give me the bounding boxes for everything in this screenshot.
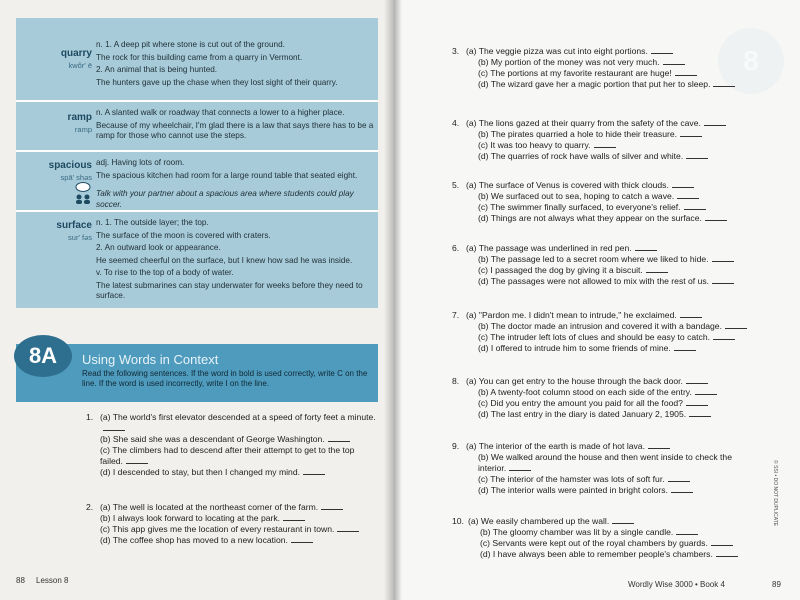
- answer-blank[interactable]: [712, 254, 734, 262]
- exercise-item: (c) The climbers had to descend after their attempt to get to the top failed.: [100, 445, 355, 466]
- section-instructions: Read the following sentences. If the word in bold is used correctly, write C on the line. If the word is used incorrectly, write I on the line.: [82, 369, 368, 388]
- exercise-item: (a) The veggie pizza was cut into eight portions.: [466, 46, 772, 57]
- exercise-item: (c) Did you entry the amount you paid for all the food?: [478, 398, 772, 409]
- exercise-item: (b) I always look forward to locating at the park.: [100, 513, 376, 524]
- answer-blank[interactable]: [713, 332, 735, 340]
- example-sentence: He seemed cheerful on the surface, but I knew how sad he was inside.: [96, 255, 353, 265]
- exercise-item: (b) The doctor made an intrusion and covered it with a bandage.: [478, 321, 772, 332]
- vocab-pronunciation: sur' fəs: [68, 233, 92, 242]
- definition: adj. Having lots of room.: [96, 158, 185, 167]
- answer-blank[interactable]: [303, 467, 325, 475]
- discussion-icon: [74, 182, 92, 204]
- vocab-entry-ramp: [16, 100, 378, 150]
- definition: 2. An outward look or appearance.: [96, 243, 221, 252]
- exercise-number: 1.: [86, 412, 94, 422]
- exercise-10: [452, 516, 772, 560]
- example-sentence: The rock for this building came from a quarry in Vermont.: [96, 52, 303, 62]
- answer-blank[interactable]: [283, 513, 305, 521]
- exercise-item: (d) The wizard gave her a magic portion that put her to sleep.: [478, 79, 772, 90]
- answer-blank[interactable]: [725, 321, 747, 329]
- exercise-8: [452, 376, 772, 420]
- exercise-item: (c) The interior of the hamster was lots of soft fur.: [478, 474, 752, 485]
- definition: 2. An animal that is being hunted.: [96, 65, 218, 74]
- exercise-number: 2.: [86, 502, 94, 512]
- answer-blank[interactable]: [291, 535, 313, 543]
- exercise-item: (d) I have always been able to remember people's chambers.: [480, 549, 772, 560]
- exercise-item: (c) Servants were kept out of the royal chambers by guards.: [480, 538, 772, 549]
- answer-blank[interactable]: [675, 68, 697, 76]
- exercise-number: 6.: [452, 243, 460, 253]
- answer-blank[interactable]: [612, 516, 634, 524]
- definition: n. 1. A deep pit where stone is cut out of the ground.: [96, 40, 285, 49]
- exercise-number: 7.: [452, 310, 460, 320]
- answer-blank[interactable]: [695, 387, 717, 395]
- exercise-item: (b) My portion of the money was not very much.: [478, 57, 772, 68]
- vocab-entry-quarry: [16, 18, 378, 96]
- lesson-badge: 8A: [14, 335, 72, 377]
- exercise-item: (a) The passage was underlined in red pen.: [466, 243, 772, 254]
- answer-blank[interactable]: [676, 527, 698, 535]
- exercise-item: (d) The last entry in the diary is dated January 2, 1905.: [478, 409, 772, 420]
- exercise-number: 3.: [452, 46, 460, 56]
- right-book-label: Wordly Wise 3000 • Book 4: [628, 580, 725, 589]
- answer-blank[interactable]: [509, 463, 531, 471]
- exercise-item: (c) It was too heavy to quarry.: [478, 140, 772, 151]
- vocabulary-box: [16, 18, 378, 308]
- exercise-number: 5.: [452, 180, 460, 190]
- answer-blank[interactable]: [684, 202, 706, 210]
- exercise-item: (a) We easily chambered up the wall.: [468, 516, 772, 527]
- exercise-item: (a) The lions gazed at their quarry from the safety of the cave.: [466, 118, 772, 129]
- exercise-number: 4.: [452, 118, 460, 128]
- book-gutter: [384, 0, 402, 600]
- vocab-word: ramp: [67, 112, 92, 123]
- answer-blank[interactable]: [651, 46, 673, 54]
- exercise-item: (b) A twenty-foot column stood on each side of the entry.: [478, 387, 772, 398]
- vocab-word: surface: [56, 220, 92, 231]
- exercise-item: (c) The intruder left lots of clues and should be easy to catch.: [478, 332, 772, 343]
- vocab-definitions: [96, 108, 374, 144]
- left-lesson-label: Lesson 8: [36, 576, 69, 585]
- exercise-item: (d) The interior walls were painted in bright colors.: [478, 485, 752, 496]
- vocab-entry-spacious: [16, 150, 378, 210]
- answer-blank[interactable]: [648, 441, 670, 449]
- exercise-item: (a) The interior of the earth is made of hot lava.: [466, 441, 752, 452]
- answer-blank[interactable]: [663, 57, 685, 65]
- answer-blank[interactable]: [705, 213, 727, 221]
- answer-blank[interactable]: [671, 485, 693, 493]
- example-sentence: Because of my wheelchair, I'm glad there is a law that says there has to be a ramp for those who cannot use the steps.: [96, 120, 374, 140]
- exercise-3: [452, 46, 772, 90]
- answer-blank[interactable]: [680, 310, 702, 318]
- answer-blank[interactable]: [680, 129, 702, 137]
- answer-blank[interactable]: [712, 276, 734, 284]
- vocab-definitions: [96, 158, 374, 212]
- copyright-note: © SSI • DO NOT DUPLICATE: [772, 460, 778, 527]
- vocab-pronunciation: kwôr' ē: [68, 61, 92, 70]
- exercise-item: (d) The passages were not allowed to mix with the rest of us.: [478, 276, 772, 287]
- exercise-item: (c) The swimmer finally surfaced, to everyone's relief.: [478, 202, 772, 213]
- definition: v. To rise to the top of a body of water.: [96, 268, 234, 277]
- exercise-item: (b) The gloomy chamber was lit by a single candle.: [480, 527, 772, 538]
- exercise-item: (c) This app gives me the location of every restaurant in town.: [100, 524, 376, 535]
- answer-blank[interactable]: [672, 180, 694, 188]
- exercise-item: (a) The surface of Venus is covered with thick clouds.: [466, 180, 772, 191]
- exercise-item: (a) The well is located at the northeast corner of the farm.: [100, 502, 376, 513]
- vocab-word: spacious: [48, 160, 92, 171]
- example-sentence: The latest submarines can stay underwater for weeks before they need to surface.: [96, 280, 363, 300]
- answer-blank[interactable]: [686, 151, 708, 159]
- exercise-item: (b) The passage led to a secret room where we liked to hide.: [478, 254, 772, 265]
- answer-blank[interactable]: [689, 409, 711, 417]
- exercise-item: (a) "Pardon me. I didn't mean to intrude," he exclaimed.: [466, 310, 772, 321]
- answer-blank[interactable]: [686, 376, 708, 384]
- exercise-4: [452, 118, 772, 162]
- answer-blank[interactable]: [674, 343, 696, 351]
- exercise-item: (b) We walked around the house and then went inside to check the interior.: [478, 452, 732, 473]
- exercise-7: [452, 310, 772, 354]
- answer-blank[interactable]: [716, 549, 738, 557]
- vocab-pronunciation: spā' shəs: [60, 173, 92, 182]
- answer-blank[interactable]: [594, 140, 616, 148]
- right-page-number: 89: [772, 580, 781, 589]
- exercise-number: 9.: [452, 441, 460, 451]
- example-sentence: The hunters gave up the chase when they lost sight of their quarry.: [96, 77, 338, 87]
- section-title: Using Words in Context: [82, 352, 219, 367]
- answer-blank[interactable]: [635, 243, 657, 251]
- vocab-entry-surface: [16, 210, 378, 310]
- answer-blank[interactable]: [704, 118, 726, 126]
- exercise-item: (d) I offered to intrude him to some friends of mine.: [478, 343, 772, 354]
- exercise-item: (b) We surfaced out to sea, hoping to catch a wave.: [478, 191, 772, 202]
- exercise-6: [452, 243, 772, 287]
- exercise-number: 8.: [452, 376, 460, 386]
- answer-blank[interactable]: [711, 538, 733, 546]
- exercise-item: (d) The coffee shop has moved to a new location.: [100, 535, 376, 546]
- exercise-item: (d) Things are not always what they appear on the surface.: [478, 213, 772, 224]
- answer-blank[interactable]: [337, 524, 359, 532]
- answer-blank[interactable]: [668, 474, 690, 482]
- exercise-2: [86, 502, 376, 546]
- vocab-word: quarry: [60, 48, 92, 59]
- example-sentence: The spacious kitchen had room for a large round table that seated eight.: [96, 170, 358, 180]
- vocab-definitions: [96, 40, 374, 90]
- exercise-item: (a) You can get entry to the house through the back door.: [466, 376, 772, 387]
- exercise-item: (d) The quarries of rock have walls of silver and white.: [478, 151, 772, 162]
- answer-blank[interactable]: [328, 434, 350, 442]
- exercise-number: 10.: [452, 516, 464, 526]
- answer-blank[interactable]: [686, 398, 708, 406]
- exercise-item: (b) The pirates quarried a hole to hide their treasure.: [478, 129, 772, 140]
- lesson-number-watermark: 8: [718, 28, 784, 94]
- answer-blank[interactable]: [677, 191, 699, 199]
- answer-blank[interactable]: [646, 265, 668, 273]
- exercise-1: [86, 412, 376, 478]
- answer-blank[interactable]: [126, 456, 148, 464]
- exercise-5: [452, 180, 772, 224]
- exercise-item: (c) I passaged the dog by giving it a biscuit.: [478, 265, 772, 276]
- answer-blank[interactable]: [321, 502, 343, 510]
- vocab-pronunciation: ramp: [74, 125, 92, 134]
- exercise-item: (c) The portions at my favorite restaurant are huge!: [478, 68, 772, 79]
- exercise-item: (d) I descended to stay, but then I changed my mind.: [100, 467, 376, 478]
- discussion-prompt: Talk with your partner about a spacious area where students could play soccer.: [96, 189, 354, 209]
- left-page-number: 88: [16, 576, 25, 585]
- exercise-9: [452, 441, 752, 496]
- vocab-definitions: [96, 218, 374, 304]
- exercise-item: (b) She said she was a descendant of George Washington.: [100, 434, 376, 445]
- exercise-item: (a) The world's first elevator descended at a speed of forty feet a minute.: [100, 412, 376, 434]
- example-sentence: The surface of the moon is covered with craters.: [96, 230, 271, 240]
- definition: n. 1. The outside layer; the top.: [96, 218, 209, 227]
- definition: n. A slanted walk or roadway that connects a lower to a higher place.: [96, 108, 345, 117]
- answer-blank[interactable]: [713, 79, 735, 87]
- answer-blank[interactable]: [103, 423, 125, 431]
